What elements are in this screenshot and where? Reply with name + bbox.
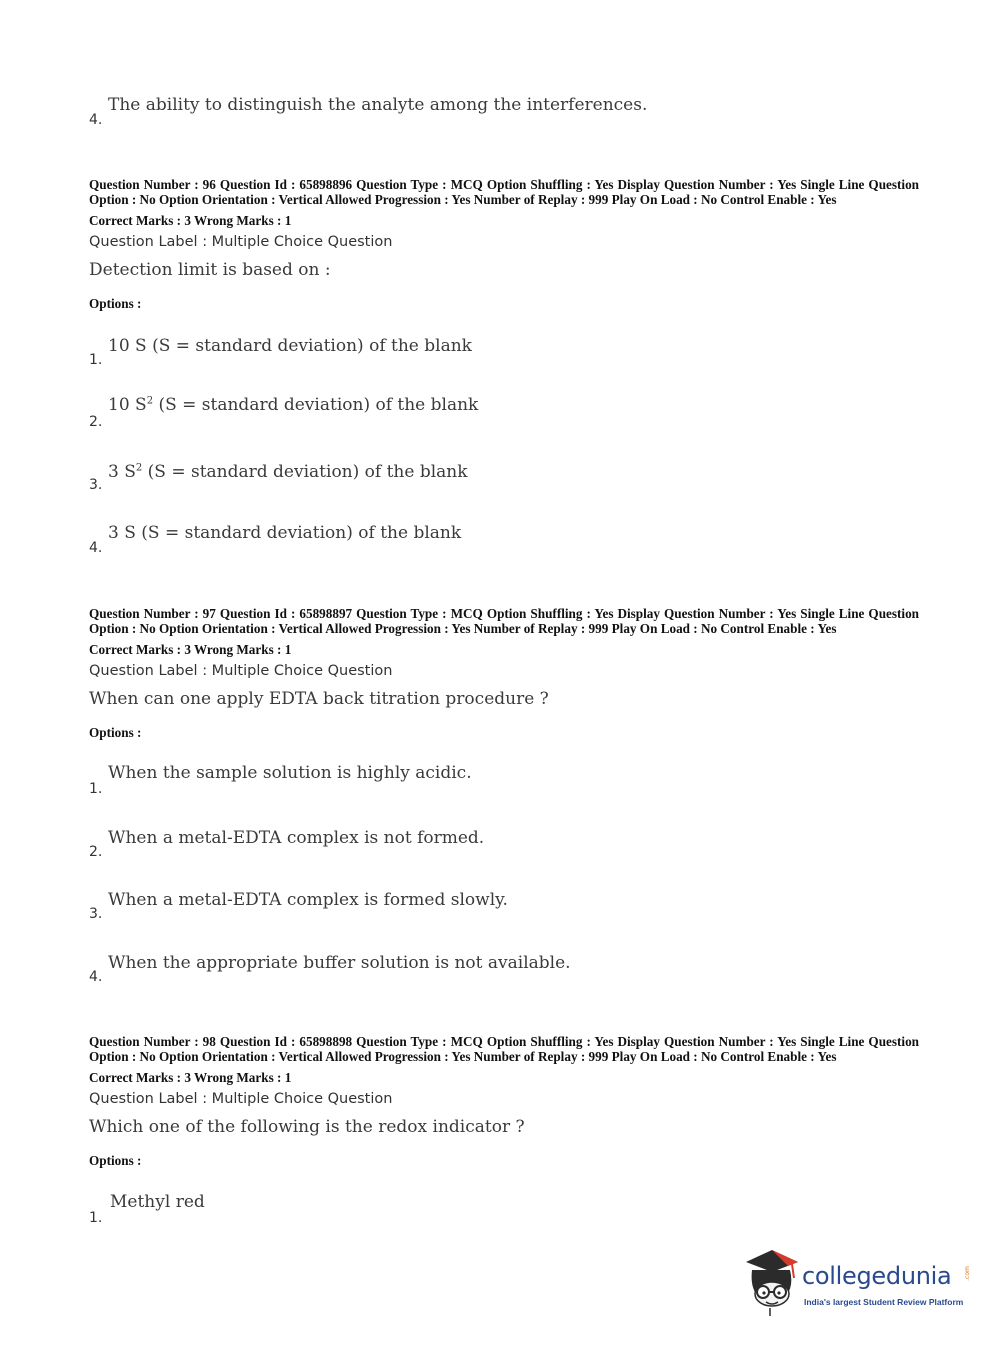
logo-wordmark: collegedunia [802,1262,952,1290]
options-heading: Options : [89,296,142,312]
option-text: 3 $S^2$ (S = standard deviation) of the blank [108,462,468,482]
question-marks: Correct Marks : 3 Wrong Marks : 1 [89,213,292,229]
option-number: 3. [89,906,103,922]
collegedunia-logo [742,1248,972,1318]
mascot-icon [742,1248,802,1318]
question-text: Detection limit is based on : [89,260,331,281]
logo-suffix: .com [963,1266,971,1281]
option-text: When the appropriate buffer solution is not available. [108,953,571,973]
option-text: When the sample solution is highly acidic. [108,763,472,783]
option-text: The ability to distinguish the analyte among the interferences. [108,95,648,115]
question-label: Question Label : Multiple Choice Question [89,1091,393,1108]
options-heading: Options : [89,725,142,741]
option-number: 1. [89,1210,103,1226]
option-text: 10 $S^2$ (S = standard deviation) of the blank [108,395,479,415]
option-number: 1. [89,781,103,797]
option-text: 10 S (S = standard deviation) of the blank [108,336,472,356]
option-number: 4. [89,112,103,128]
option-text: 3 S (S = standard deviation) of the blank [108,523,462,543]
option-text: When a metal-EDTA complex is not formed. [108,828,485,848]
question-label: Question Label : Multiple Choice Question [89,663,393,680]
option-number: 3. [89,477,103,493]
option-number: 1. [89,352,103,368]
question-marks: Correct Marks : 3 Wrong Marks : 1 [89,642,292,658]
question-text: When can one apply EDTA back titration procedure ? [89,689,549,710]
question-marks: Correct Marks : 3 Wrong Marks : 1 [89,1070,292,1086]
option-text: Methyl red [110,1192,205,1212]
question-98 [89,1035,919,1169]
question-text: Which one of the following is the redox indicator ? [89,1117,525,1138]
options-heading: Options : [89,1153,142,1169]
question-label: Question Label : Multiple Choice Question [89,234,393,251]
question-meta: Question Number : 96 Question Id : 65898896 Question Type : MCQ Option Shuffling : Yes Display Question Number : Yes Single Line Question Option : No Option Orientation : Vertical Allowed Progression : Yes Number of Replay : 999 Play On Load : No Control Enable : Yes [89,177,919,207]
option-number: 4. [89,540,103,556]
question-meta: Question Number : 98 Question Id : 65898898 Question Type : MCQ Option Shuffling : Yes Display Question Number : Yes Single Line Question Option : No Option Orientation : Vertical Allowed Progression : Yes Number of Replay : 999 Play On Load : No Control Enable : Yes [89,1034,919,1064]
question-96 [89,178,919,312]
logo-tagline: India's largest Student Review Platform [804,1297,964,1307]
option-number: 4. [89,969,103,985]
question-meta: Question Number : 97 Question Id : 65898897 Question Type : MCQ Option Shuffling : Yes Display Question Number : Yes Single Line Question Option : No Option Orientation : Vertical Allowed Progression : Yes Number of Replay : 999 Play On Load : No Control Enable : Yes [89,606,919,636]
question-97 [89,607,919,741]
option-text: When a metal-EDTA complex is formed slowly. [108,890,508,910]
option-number: 2. [89,844,103,860]
option-number: 2. [89,414,103,430]
